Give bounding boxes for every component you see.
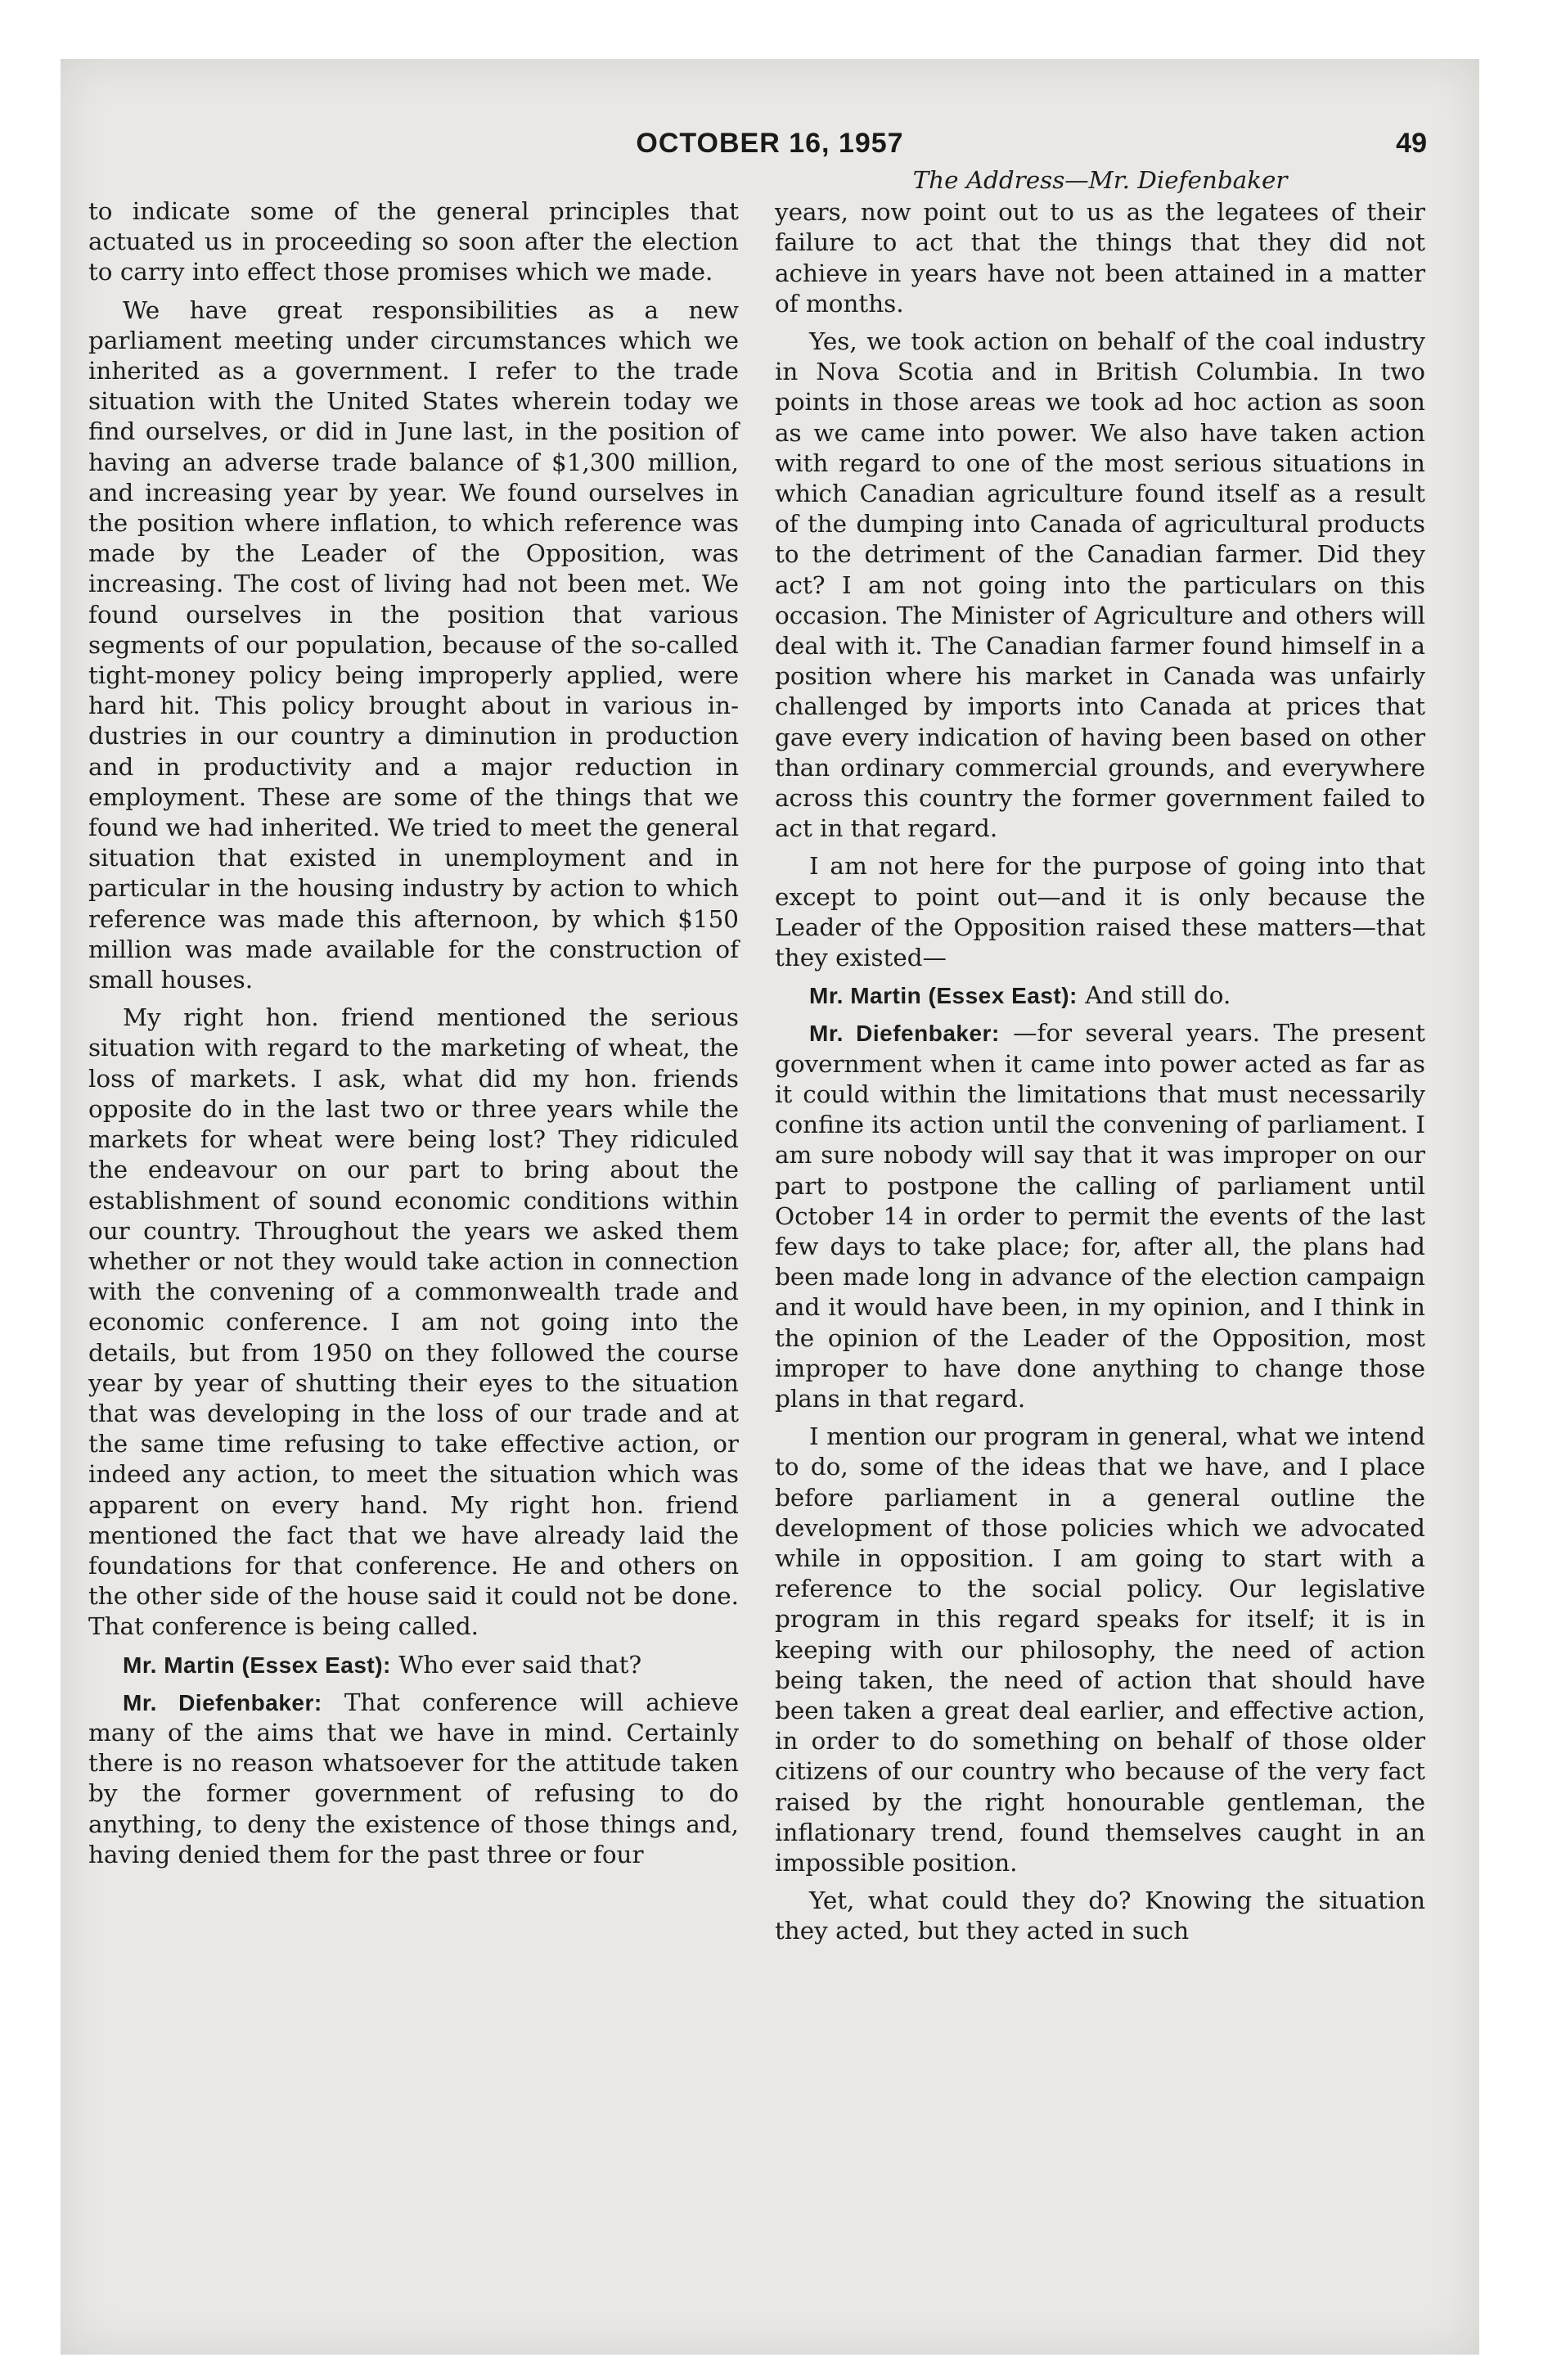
speech-paragraph: [88, 1650, 739, 1680]
speech-paragraph: [775, 980, 1425, 1011]
speech-text: Who ever said that?: [398, 1650, 642, 1679]
paragraph: I am not here for the purpose of going into that except to point out—and it is only because the Leader of the Opposition raised these matters—that they existed—: [775, 852, 1425, 972]
paragraph: to indicate some of the general principles that actuated us in proceeding so soon after the election to carry into effect those promises which we made.: [88, 197, 739, 286]
speaker-name: Mr. Martin (Essex East):: [123, 1652, 391, 1678]
paragraph: We have great responsibilities as a new parliament meeting under circumstances which we inherited as a government. I refer to the trade situation with the United States wherein today we find ourselves, or did in June last, in the position of having an adverse trade balance of $1,300 million, and increasing year by year. We found ourselves in the position where inflation, to which reference was made by the Leader of the Opposition, was increasing. The cost of living had not been met. We found ourselves in the position that various segments of our population, because of the so-called tight-money policy being improperly applied, were hard hit. This policy brought about in various industries in our country a diminution in production and in productivity and a major reduction in employment. These are some of the things that we found we had inherited. We tried to meet the general situation that existed in unemployment and in particular in the housing industry by action to which reference was made this afternoon, by which $150 million was made available for the construction of small houses.: [88, 295, 739, 994]
speech-paragraph: [775, 1018, 1425, 1414]
page-date-header: OCTOBER 16, 1957: [636, 128, 904, 159]
page: [61, 59, 1479, 2355]
page-number: 49: [1396, 128, 1427, 159]
speech-paragraph: [88, 1688, 739, 1870]
left-column: [88, 196, 739, 1877]
right-column: [775, 165, 1425, 1954]
paragraph: years, now point out to us as the legatees of their failure to act that the things that they did not achieve in years have not been attained in a matter of months.: [775, 198, 1425, 318]
speaker-name: Mr. Diefenbaker:: [123, 1689, 322, 1715]
speaker-name: Mr. Diefenbaker:: [809, 1021, 1000, 1047]
paragraph: My right hon. friend mentioned the serious situation with regard to the marketing of wheat, the loss of markets. I ask, what did my hon. friends opposite do in the last two or three years while the markets for wheat were being lost? They ridiculed the endeavour on our part to bring about the establishment of sound economic conditions within our country. Throughout the years we asked them whether or not they would take action in connection with the convening of a commonwealth trade and economic conference. I am not going into the details, but from 1950 on they followed the course year by year of shutting their eyes to the situation that was developing in the loss of our trade and at the same time refusing to take effective action, or indeed any action, to meet the situation which was apparent on every hand. My right hon. friend mentioned the fact that we have already laid the foundations for that conference. He and others on the other side of the house said it could not be done. That conference is being called.: [88, 1003, 739, 1641]
paragraph: Yes, we took action on behalf of the coal industry in Nova Scotia and in British Columbia. In two points in those areas we took ad hoc action as soon as we came into power. We also have taken action with regard to one of the most serious situations in which Canadian agriculture found itself as a result of the dumping into Canada of agricultural products to the detriment of the Canadian farmer. Did they act? I am not going into the particulars on this occasion. The Minister of Agriculture and others will deal with it. The Canadian farmer found himself in a position where his market in Canada was unfairly challenged by imports into Canada at prices that gave every indication of having been based on other than ordinary commercial grounds, and everywhere across this country the former government failed to act in that regard.: [775, 327, 1425, 843]
paragraph: Yet, what could they do? Knowing the situation they acted, but they acted in such: [775, 1886, 1425, 1945]
paragraph: I mention our program in general, what we intend to do, some of the ideas that we have, and I place before parliament in a general outline the development of those policies which we advocated while in opposition. I am going to start with a reference to the social policy. Our legislative program in this regard speaks for itself; it is in keeping with our philosophy, the need of action being taken, the need of action that should have been taken a great deal earlier, and effective action, in order to do something on behalf of those older citizens of our country who because of the very fact raised by the right honourable gentleman, the inflationary trend, found themselves caught in an impossible position.: [775, 1422, 1425, 1877]
speech-text: —for several years. The present government when it came into power acted as far as it could within the limitations that must necessarily confine its action until the convening of parliament. I am sure nobody will say that it was improper on our part to postpone the calling of parliament until October 14 in order to permit the events of the last few days to take place; for, after all, the plans had been made long in advance of the election campaign and it would have been, in my opinion, and I think in the opinion of the Leader of the Opposition, most improper to have done anything to change those plans in that regard.: [775, 1019, 1425, 1413]
running-title: The Address—Mr. Diefenbaker: [912, 166, 1288, 194]
speech-text: That conference will achieve many of the aims that we have in mind. Certainly there is no reason whatsoever for the attitude taken by the former government of refusing to do anything, to deny the existence of those things and, having denied them for the past three or four: [88, 1688, 739, 1868]
speaker-name: Mr. Martin (Essex East):: [809, 983, 1078, 1009]
speech-text: And still do.: [1085, 981, 1231, 1010]
